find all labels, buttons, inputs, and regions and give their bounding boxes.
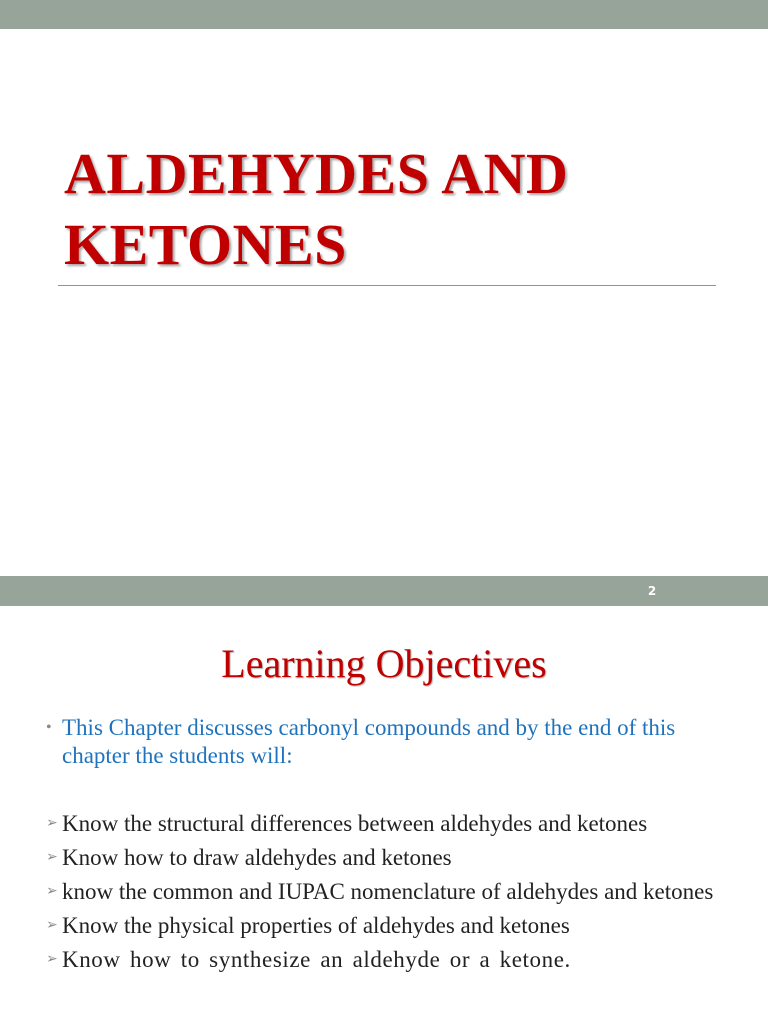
objective-item [46, 810, 724, 838]
learning-objectives-title: Learning Objectives [221, 641, 547, 686]
arrow-bullet-icon: ➢ [46, 884, 58, 899]
slide-number: 2 [647, 584, 657, 598]
objectives-list [46, 810, 724, 980]
title-divider [58, 285, 716, 286]
arrow-bullet-icon: ➢ [46, 816, 58, 831]
intro-paragraph [46, 714, 726, 770]
arrow-bullet-icon: ➢ [46, 952, 58, 967]
objective-text: know the common and IUPAC nomenclature of aldehydes and ketones [62, 879, 714, 904]
objective-item [46, 878, 724, 906]
arrow-bullet-icon: ➢ [46, 918, 58, 933]
objective-text: Know the physical properties of aldehydes and ketones [62, 913, 570, 938]
objective-item [46, 844, 724, 872]
slide-title [64, 138, 568, 280]
slide-title-line-2: KETONES [64, 212, 347, 277]
arrow-bullet-icon: ➢ [46, 850, 58, 865]
objective-item [46, 946, 724, 974]
objective-text: Know how to draw aldehydes and ketones [62, 845, 452, 870]
slide-title-line-1: ALDEHYDES AND [64, 141, 569, 206]
objective-item [46, 912, 724, 940]
intro-text: This Chapter discusses carbonyl compounds and by the end of this chapter the students will: [62, 715, 676, 768]
top-band [0, 0, 768, 29]
objective-text: Know how to synthesize an aldehyde or a ketone. [62, 947, 571, 972]
bullet-dot-icon: • [46, 719, 52, 736]
objective-text: Know the structural differences between aldehydes and ketones [62, 811, 648, 836]
